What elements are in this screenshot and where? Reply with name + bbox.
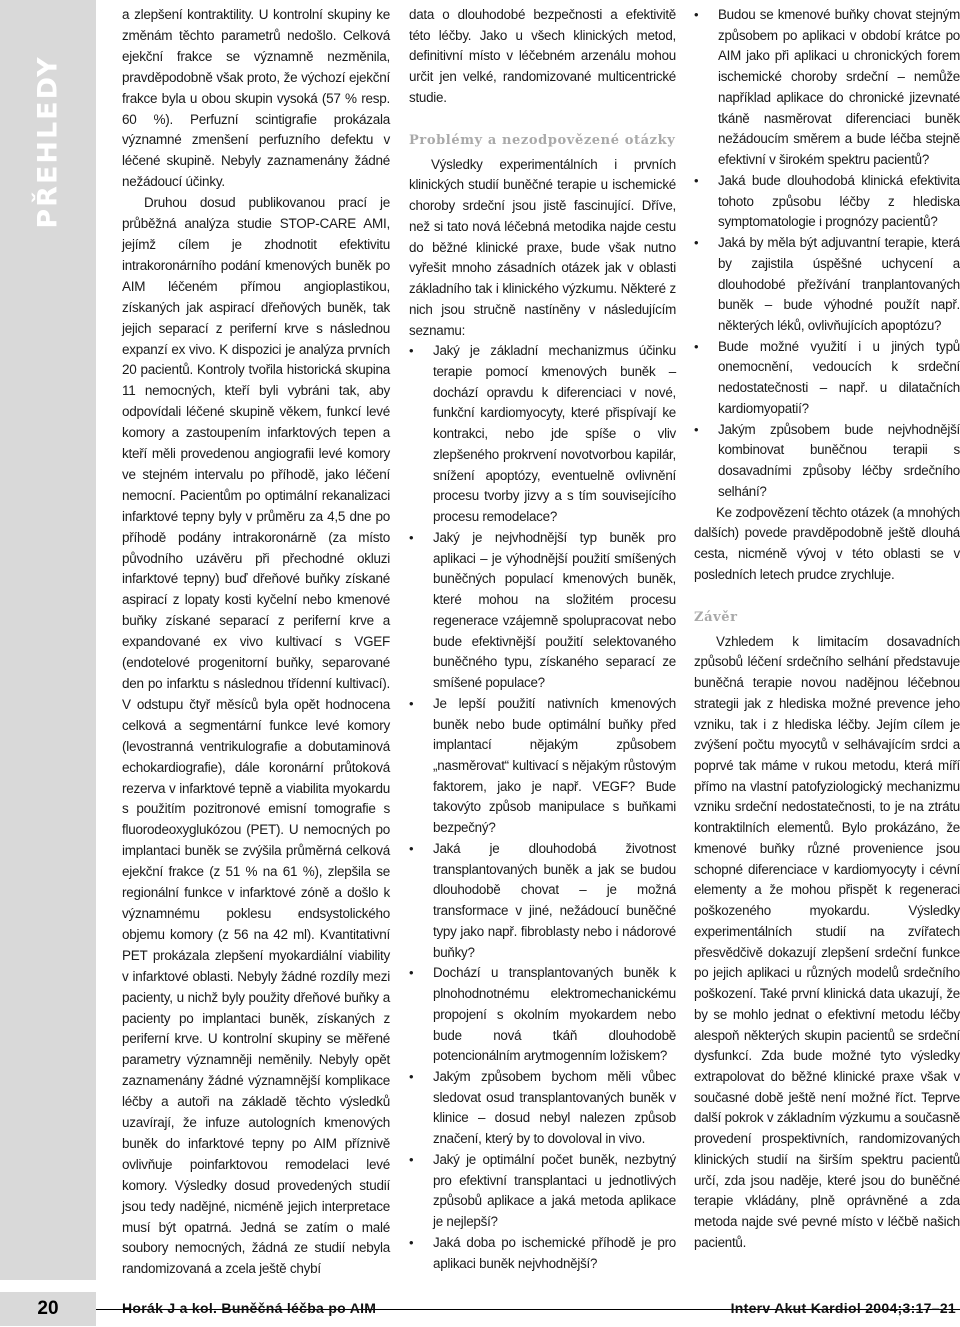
list-item: • Jaký je optimální počet buněk, nezbytný pro efektivní transplantaci u jednotlivých způsobů aplikace a jaká metoda aplikace je nejlepší? <box>409 1150 676 1233</box>
list-item: • Jakým způsobem bychom měli vůbec sledovat osud transplantovaných buněk v klinice – dosud nebyl nalezen způsob značení, který by to dovoloval in vivo. <box>409 1067 676 1150</box>
running-footer-citation: Interv Akut Kardiol 2004;3:17–21 <box>730 1300 956 1316</box>
list-item: • Bude možné využití i u jiných typů onemocnění, vedoucích k srdeční nedostatečnosti – např. u dilatačních kardiomyopatií? <box>694 337 960 420</box>
question-list-continued <box>694 5 960 503</box>
paragraph: Ke zodpovězení těchto otázek (a mnohých dalších) povede pravděpodobně ještě dlouhá cesta, nicméně vývoj v této oblasti se v posledních letech prudce zrychluje. <box>694 504 960 582</box>
paragraph: Druhou dosud publikovanou prací je průběžná analýza studie STOP-CARE AMI, jejímž cílem je zhodnotit efektivitu intrakoronárního podání kmenových buněk po AIM léčeném přímou angioplastikou, získaných jak aspirací dřeňových buněk, tak jejich separací z periferní krve s následnou expanzí ex vivo. K dispozici je analýza prvních 20 pacientů. Kontroly tvořila historická skupina 11 nemocných, kteří byli vybráni tak, aby odpovídali léčené skupině věkem, funkcí levé komory a zastoupením infarktových tepen a kteří měli provedenou angiografii levé komory ve stejném intervalu po příhodě, jako léčení nemocní. Pacientům po optimální rekanalizaci infarktové tepny byly v průměru za 4,5 dne po příhodě podány intrakoronárně (za místo původního uzávěru při přechodné okluzi infarktové tepny) buď dřeňové buňky získané aspirací z lopaty kosti kyčelní nebo kmenové buňky získané separací z periferní krve a expandované ex vivo kultivací s VGEF (endotelové progenitorní buňky, separované den po infarktu s následnou třídenní kultivací). V odstupu čtyř měsíců byla opět hodnocena celková a segmentární funkce levé komory (levostranná ventrikulografie a dobutaminová echokardiografie), dále koronární průtoková rezerva v infarktové tepně a viabilita myokardu s použitím pozitronové emisní tomografie s fluorodeoxyglukózou (PET). U nemocných po implantaci buněk se zvýšila průměrná celková ejekční frakce (z 51 % na 61 %), zlepšila se regionální funkce v infarktové zóně a došlo k významnému poklesu endsystolického objemu komory (z 56 na 42 ml). Kvantitativní PET prokázala zlepšení myokardiální viability v infarktové oblasti. Nebyly žádné rozdíly mezi pacienty, u nichž byly použity dřeňové buňky a pacienty po implantaci buněk, získaných z periferní krve. U kontrolní skupiny se měřené parametry významněji neměnily. Nebyly opět zaznamenány žádné významnější komplikace léčby a autoři na základě těchto výsledků uzavírají, že infuze autologních kmenových buněk do infarktové tepny po AIM příznivě ovlivňuje poinfarktovou remodelaci levé komory. Výsledky dosud provedených studií jsou tedy nadějné, nicméně jejich interpretace musí být opatrná. Jedná se zatím o malé soubory nemocných, žádná ze studií nebyla randomizovaná a zcela ještě chybí <box>122 195 390 1277</box>
text-column-1 <box>122 5 390 1280</box>
list-item: • Jaký je nejvhodnější typ buněk pro aplikaci – je výhodnější použití smíšených buněčných populací kmenových buněk, které mohou na složitém procesu regenerace vzájemně spolupracovat nebo bude efektivnější použití selektovaného buněčného typu, získaného separací ze smíšené populace? <box>409 528 676 694</box>
section-label: PŘEHLEDY <box>32 55 64 229</box>
question-list <box>409 341 676 1274</box>
paragraph: Vzhledem k limitacím dosavadních způsobů léčení srdečního selhání představuje buněčná terapie novou nadějnou léčebnou strategii jak z hlediska možné prevence jeho vzniku, tak i z hlediska léčby. Jejím cílem je zvýšení počtu myocytů v selhávajícím srdci a poprvé tak máme v rukou metodu, která míří přímo na vlastní patofyziologický mechanizmu vzniku srdeční nedostatečnosti, to je na ztrátu kontraktilních elementů. Bylo prokázáno, že kmenové buňky různé provenience jsou schopné diferenciace v kardiomyocyty i cévní elementy a že mohou přispět k regeneraci poškozeného myokardu. Výsledky experimentálních studií na zvířatech přesvědčivě dokazují zlepšení srdeční funkce po jejich aplikaci u různých modelů srdečního poškození. Také první klinická data ukazují, že by se mohlo jednat o efektivní metodu léčby alespoň některých skupin pacientů se srdeční dysfunkcí. Zda bude možné tyto výsledky extrapolovat do běžné klinické praxe však v současné době ještě není možné říct. Teprve další pokrok v základním výzkumu a současně provedení prospektivních, randomizovaných klinických studií na širším spektru pacientů určí, zda jsou naděje, které jsou do buněčné terapie vkládány, plně oprávněné a zda metoda najde své pevné místo v léčbě našich pacientů. <box>694 633 960 1250</box>
section-side-tab <box>0 0 96 1280</box>
list-item: • Je lepší použití nativních kmenových buněk nebo bude optimální buňky před implantací nějakým způsobem „nasměrovat“ kultivací s nějakým růstovým faktorem, jako je např. VEGF? Bude takovýto způsob manipulace s buňkami bezpečný? <box>409 694 676 839</box>
section-heading: Problémy a nezodpovězené otázky <box>409 132 676 148</box>
paragraph: a zlepšení kontraktility. U kontrolní skupiny ke změnám těchto parametrů nedošlo. Celková ejekční frakce se významně nezměnila, pravděpodobně však proto, že výchozí ejekční frakce byla u obou skupin vysoká (57 % resp. 60 %). Perfuzní scintigrafie prokázala významné zmenšení perfuzního defektu v léčené skupině. Nebyly zaznamenány žádné nežádoucí účinky. <box>122 7 390 190</box>
section-heading: Závěr <box>694 609 738 625</box>
page-number: 20 <box>37 1298 59 1319</box>
list-item: • Budou se kmenové buňky chovat stejným způsobem po aplikaci v období krátce po AIM jako při aplikaci u chronických forem ischemické choroby srdeční – nemůže například aplikace do chronické jizevnaté tkáně nasměrovat diferenciaci buněk nežádoucím směrem a bude léčba stejně efektivní v širokém spektru pacientů? <box>694 5 960 171</box>
list-item: • Jaká doba po ischemické příhodě je pro aplikaci buněk nejvhodnější? <box>409 1233 676 1274</box>
paragraph: data o dlouhodobé bezpečnosti a efektivitě této léčby. Jako u všech klinických metod, definitivní místo v léčebném arzenálu mohou určit jen velké, randomizované multicentrické studie. <box>409 7 676 105</box>
running-footer-article: Horák J a kol. Buněčná léčba po AIM <box>122 1300 377 1316</box>
paragraph: Výsledky experimentálních i prvních klinických studií buněčné terapie u ischemické choroby srdeční jsou jistě fascinující. Dříve, než si tato nová léčebná metodika najde cestu do běžné klinické praxe, bude však nutno vyřešit mnoho zásadních otázek jak v oblasti základního tak i klinického výzkumu. Některé z nich jsou stručně nastíněny v následujícím seznamu: <box>409 156 676 338</box>
list-item: • Dochází u transplantovaných buněk k plnohodnotnému elektromechanickému propojení s okolním myokardem nebo bude nová tkáň dlouhodobě potencionálním arytmogenním ložiskem? <box>409 963 676 1067</box>
list-item: • Jaká by měla být adjuvantní terapie, která by zajistila úspěšné uchycení a dlouhodobé přežívání tranplantovaných buněk – bude výhodné použít např. některých léků, ovlivňujících apoptózu? <box>694 233 960 337</box>
list-item: • Jakým způsobem bude nejvhodnější kombinovat buněčnou terapii s dosavadními způsoby léčby srdečního selhání? <box>694 420 960 503</box>
text-column-2 <box>409 5 676 1274</box>
list-item: • Jaká je dlouhodobá životnost transplantovaných buněk a jak se budou dlouhodobě chovat – je možná transformace v jiné, nežádoucí buněčné typy jako např. fibroblasty nebo i nádorové buňky? <box>409 839 676 963</box>
list-item: • Jaký je základní mechanizmus účinku terapie pomocí kmenových buněk – dochází opravdu k diferenciaci v nové, funkční kardiomyocyty, které přispívají ke kontrakci, nebo jde spíše o vliv zlepšeného prokrvení novotvorbou kapilár, snížení apoptózy, eventuelně ovlivnění procesu tvorby jizvy a s tím souvisejícího procesu remodelace? <box>409 341 676 528</box>
list-item: • Jaká bude dlouhodobá klinická efektivita tohoto způsobu léčby z hlediska symptomatologie i prognózy pacientů? <box>694 171 960 233</box>
text-column-3 <box>694 5 960 1254</box>
